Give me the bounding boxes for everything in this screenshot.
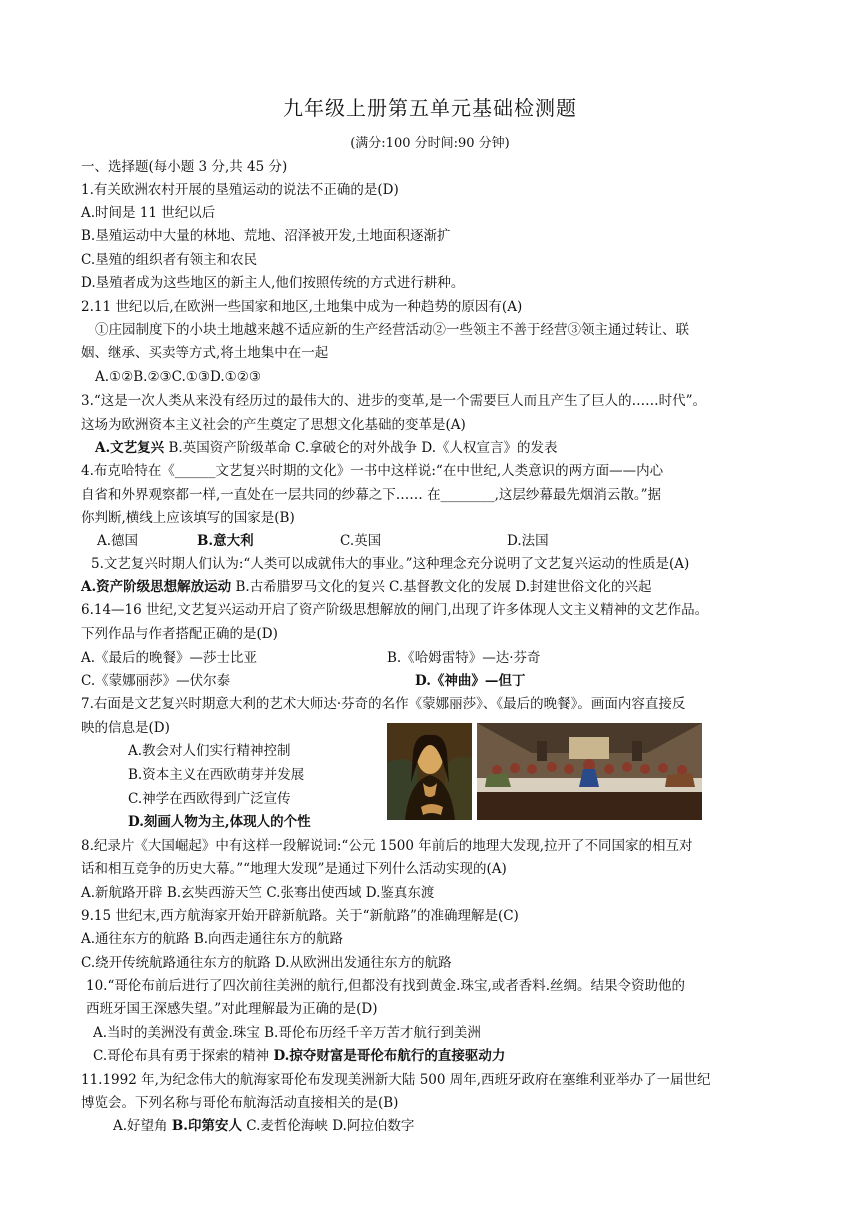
- line-text: C.《蒙娜丽莎》—伏尔泰: [81, 673, 231, 689]
- line-text: 话和相互竞争的历史大幕。”“地理大发现”是通过下列什么活动实现的(A): [81, 861, 507, 877]
- text-line: [95, 367, 261, 387]
- last-supper-image: [477, 723, 702, 820]
- text-line: [81, 203, 215, 223]
- text-line: [81, 508, 295, 528]
- text-line: [113, 1116, 414, 1136]
- line-text: 7.右面是文艺复兴时期意大利的艺术大师达·芬奇的名作《蒙娜丽莎》、《最后的晚餐》。画面内容直接反: [81, 696, 686, 712]
- line-text: A.新航路开辟 B.玄奘西游天竺 C.张骞出使西域 D.鉴真东渡: [81, 885, 435, 901]
- line-text: 博览会。下列名称与哥伦布航海活动直接相关的是(B): [81, 1095, 399, 1111]
- text-line: [81, 694, 685, 714]
- text-line: [81, 250, 257, 270]
- line-text: 9.15 世纪末,西方航海家开始开辟新航路。关于“新航路”的准确理解是(C): [81, 908, 519, 924]
- text-line: [387, 648, 541, 668]
- text-line: [81, 297, 522, 317]
- line-text: 3.“这是一次人类从来没有经历过的最伟大的、进步的变革,是一个需要巨人而且产生了巨人的……时代”。: [81, 393, 706, 409]
- line-text: C.哥伦布具有勇于探索的精神: [93, 1048, 274, 1064]
- text-line: [81, 836, 693, 856]
- line-text: C.麦哲伦海峡 D.阿拉伯数字: [241, 1118, 415, 1134]
- text-line: [507, 531, 549, 551]
- line-text: C.神学在西欧得到广泛宣传: [128, 791, 291, 807]
- line-text: ①庄园制度下的小块土地越来越不适应新的生产经营活动②一些领主不善于经营③领主通过转让、联: [95, 322, 689, 338]
- line-text: 你判断,横线上应该填写的国家是(B): [81, 510, 295, 526]
- line-text: 2.11 世纪以后,在欧洲一些国家和地区,土地集中成为一种趋势的原因有(A): [81, 299, 523, 315]
- line-text: A.教会对人们实行精神控制: [128, 743, 291, 759]
- line-text: C.英国: [340, 533, 382, 549]
- answer-text: D.刻画人物为主,体现人的个性: [128, 814, 311, 830]
- line-text: D.法国: [507, 533, 549, 549]
- line-text: A.时间是 11 世纪以后: [81, 205, 216, 221]
- text-line: [81, 273, 464, 293]
- page-subtitle: (满分:100 分时间:90 分钟): [350, 136, 510, 151]
- text-line: [415, 671, 525, 691]
- line-text: 11.1992 年,为纪念伟大的航海家哥伦布发现美洲新大陆 500 周年,西班牙政府在塞维利亚举办了一届世纪: [81, 1072, 711, 1088]
- text-line: [86, 976, 685, 996]
- text-line: [81, 906, 519, 926]
- answer-text: A.文艺复兴: [95, 440, 165, 456]
- line-text: C.垦殖的组织者有领主和农民: [81, 252, 258, 268]
- text-line: [81, 577, 652, 597]
- text-line: [81, 461, 663, 481]
- line-text: 6.14—16 世纪,文艺复兴运动开启了资产阶级思想解放的闸门,出现了许多体现人文主义精神的文艺作品。: [81, 602, 709, 618]
- line-text: A.①②B.②③C.①③D.①②③: [95, 369, 261, 385]
- text-line: [97, 531, 138, 551]
- text-line: [81, 648, 257, 668]
- text-line: [340, 531, 381, 551]
- text-line: [81, 180, 399, 200]
- text-line: [95, 438, 558, 458]
- page-title: 九年级上册第五单元基础检测题: [283, 96, 577, 120]
- text-line: [91, 554, 689, 574]
- answer-text: B.意大利: [197, 533, 254, 549]
- mona-lisa-image: [387, 723, 472, 820]
- line-text: B.古希腊罗马文化的复兴 C.基督教文化的发展 D.封建世俗文化的兴起: [231, 579, 652, 595]
- text-line: [81, 391, 706, 411]
- line-text: B.垦殖运动中大量的林地、荒地、沼泽被开发,土地面积逐渐扩: [81, 228, 451, 244]
- text-line: [81, 671, 230, 691]
- text-line: [81, 343, 328, 363]
- text-line: [81, 1093, 398, 1113]
- text-line: [128, 765, 304, 785]
- answer-text: A.资产阶级思想解放运动: [81, 579, 232, 595]
- line-text: B.《哈姆雷特》—达·芬奇: [387, 650, 541, 666]
- line-text: 4.布克哈特在《______文艺复兴时期的文化》一书中这样说:“在中世纪,人类意识的两方面——内心: [81, 463, 664, 479]
- text-line: [81, 600, 708, 620]
- line-text: A.好望角: [113, 1118, 172, 1134]
- line-text: 1.有关欧洲农村开展的垦殖运动的说法不正确的是(D): [81, 182, 399, 198]
- line-text: B.英国资产阶级革命 C.拿破仑的对外战争 D.《人权宣言》的发表: [164, 440, 558, 456]
- text-line: [197, 531, 254, 551]
- line-text: 下列作品与作者搭配正确的是(D): [81, 626, 278, 642]
- line-text: 这场为欧洲资本主义社会的产生奠定了思想文化基础的变革是(A): [81, 417, 466, 433]
- line-text: A.德国: [97, 533, 139, 549]
- line-text: D.垦殖者成为这些地区的新主人,他们按照传统的方式进行耕种。: [81, 275, 465, 291]
- text-line: [81, 485, 661, 505]
- text-line: [95, 320, 689, 340]
- text-line: [81, 718, 170, 738]
- text-line: [81, 859, 507, 879]
- line-text: 映的信息是(D): [81, 720, 170, 736]
- text-line: [128, 812, 311, 832]
- line-text: 西班牙国王深感失望。”对此理解最为正确的是(D): [86, 1001, 378, 1017]
- text-line: [81, 624, 278, 644]
- text-line: [81, 415, 466, 435]
- answer-text: B.印第安人: [171, 1118, 242, 1134]
- line-text: 10.“哥伦布前后进行了四次前往美洲的航行,但都没有找到黄金.珠宝,或者香料.丝绸。结果令资助他的: [86, 978, 686, 994]
- line-text: 5.文艺复兴时期人们认为:“人类可以成就伟大的事业。”这种理念充分说明了文艺复兴运动的性质是(A): [91, 556, 690, 572]
- answer-text: D.掠夺财富是哥伦布航行的直接驱动力: [273, 1048, 506, 1064]
- line-text: 姻、继承、买卖等方式,将土地集中在一起: [81, 345, 329, 361]
- text-line: [128, 741, 291, 761]
- text-line: [81, 953, 452, 973]
- line-text: A.当时的美洲没有黄金.珠宝 B.哥伦布历经千辛万苦才航行到美洲: [93, 1025, 481, 1041]
- text-line: [81, 157, 287, 177]
- text-line: [93, 1023, 481, 1043]
- line-text: 一、选择题(每小题 3 分,共 45 分): [81, 159, 288, 175]
- text-line: [93, 1046, 505, 1066]
- line-text: 自省和外界观察都一样,一直处在一层共同的纱幕之下…… 在________,这层纱幕最先烟消云散。”据: [81, 487, 662, 503]
- line-text: A.通往东方的航路 B.向西走通往东方的航路: [81, 931, 344, 947]
- line-text: B.资本主义在西欧萌芽并发展: [128, 767, 305, 783]
- text-line: [81, 929, 343, 949]
- line-text: C.绕开传统航路通往东方的航路 D.从欧洲出发通往东方的航路: [81, 955, 452, 971]
- line-text: A.《最后的晚餐》—莎士比亚: [81, 650, 258, 666]
- text-line: [81, 1070, 711, 1090]
- text-line: [81, 226, 451, 246]
- text-line: [81, 883, 434, 903]
- line-text: 8.纪录片《大国崛起》中有这样一段解说词:“公元 1500 年前后的地理大发现,拉开了不同国家的相互对: [81, 838, 693, 854]
- text-line: [128, 789, 291, 809]
- answer-text: D.《神曲》—但丁: [415, 673, 526, 689]
- text-line: [86, 999, 378, 1019]
